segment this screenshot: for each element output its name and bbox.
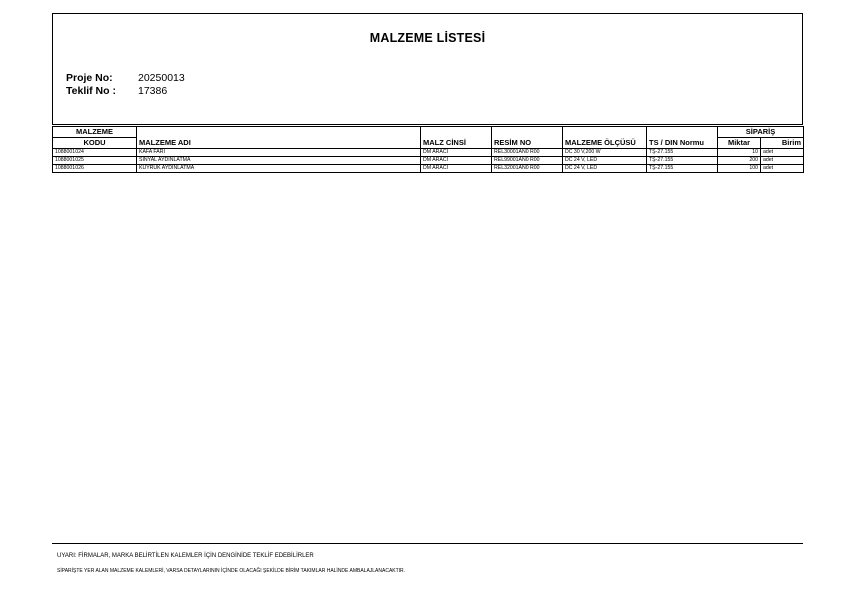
cell-olcu: DC 24 V, LED <box>563 157 647 165</box>
header-resim-no: RESİM NO <box>492 127 563 149</box>
cell-birim: adet <box>761 157 804 165</box>
materials-table <box>52 126 804 173</box>
table-row <box>53 165 804 173</box>
cell-resim: REL99001AN0 R00 <box>492 157 563 165</box>
teklif-label: Teklif No : <box>66 85 116 97</box>
cell-miktar: 100 <box>718 165 761 173</box>
document-title: MALZEME LİSTESİ <box>369 31 486 45</box>
cell-norm: TŞ-27.155 <box>647 165 718 173</box>
cell-kod: 1088001025 <box>53 157 137 165</box>
footer-warning: UYARI: FİRMALAR, MARKA BELİRTİLEN KALEMLER İÇİN DENGİNİDE TEKLİF EDEBİLİRLER <box>57 553 314 559</box>
teklif-info <box>66 85 167 97</box>
header-malzeme-kodu-bottom: KODU <box>53 138 137 149</box>
cell-olcu: DC 30 V,200 W <box>563 149 647 157</box>
header-ts-din: TS / DIN Normu <box>647 127 718 149</box>
footer-note: SİPARİŞTE YER ALAN MALZEME KALEMLERİ, VARSA DETAYLARININ İÇİNDE OLACAĞI ŞEKİLDE BİRİM TAKIMLAR HALİNDE AMBALAJLANACAKTIR. <box>57 568 406 574</box>
cell-cinsi: DM ARACI <box>421 149 492 157</box>
header-miktar: Miktar <box>718 138 761 149</box>
cell-miktar: 10 <box>718 149 761 157</box>
cell-birim: adet <box>761 149 804 157</box>
cell-miktar: 200 <box>718 157 761 165</box>
teklif-value: 17386 <box>138 85 168 97</box>
cell-norm: TŞ-27.155 <box>647 149 718 157</box>
cell-resim: REL32001AN0 R00 <box>492 165 563 173</box>
table-row <box>53 149 804 157</box>
document-header <box>52 13 803 125</box>
table-row <box>53 157 804 165</box>
header-malzeme-kodu-top: MALZEME <box>53 127 137 138</box>
cell-kod: 1088001026 <box>53 165 137 173</box>
cell-adi: SİNYAL AYDINLATMA <box>137 157 421 165</box>
footer-divider <box>52 543 803 544</box>
cell-birim: adet <box>761 165 804 173</box>
cell-adi: KUYRUK AYDINLATMA <box>137 165 421 173</box>
header-malzeme-olcusu: MALZEME ÖLÇÜSÜ <box>563 127 647 149</box>
proje-info <box>66 72 185 84</box>
cell-adi: KAFA FARI <box>137 149 421 157</box>
header-malz-cinsi: MALZ CİNSİ <box>421 127 492 149</box>
cell-kod: 1088001024 <box>53 149 137 157</box>
proje-value: 20250013 <box>138 72 185 84</box>
header-malzeme-adi: MALZEME ADI <box>137 127 421 149</box>
cell-cinsi: DM ARACI <box>421 157 492 165</box>
header-birim: Birim <box>761 138 804 149</box>
cell-norm: TŞ-27.155 <box>647 157 718 165</box>
cell-cinsi: DM ARACI <box>421 165 492 173</box>
proje-label: Proje No: <box>66 72 113 84</box>
header-siparis: SİPARİŞ <box>718 127 804 138</box>
cell-olcu: DC 24 V, LED <box>563 165 647 173</box>
cell-resim: REL30001AN0 R00 <box>492 149 563 157</box>
